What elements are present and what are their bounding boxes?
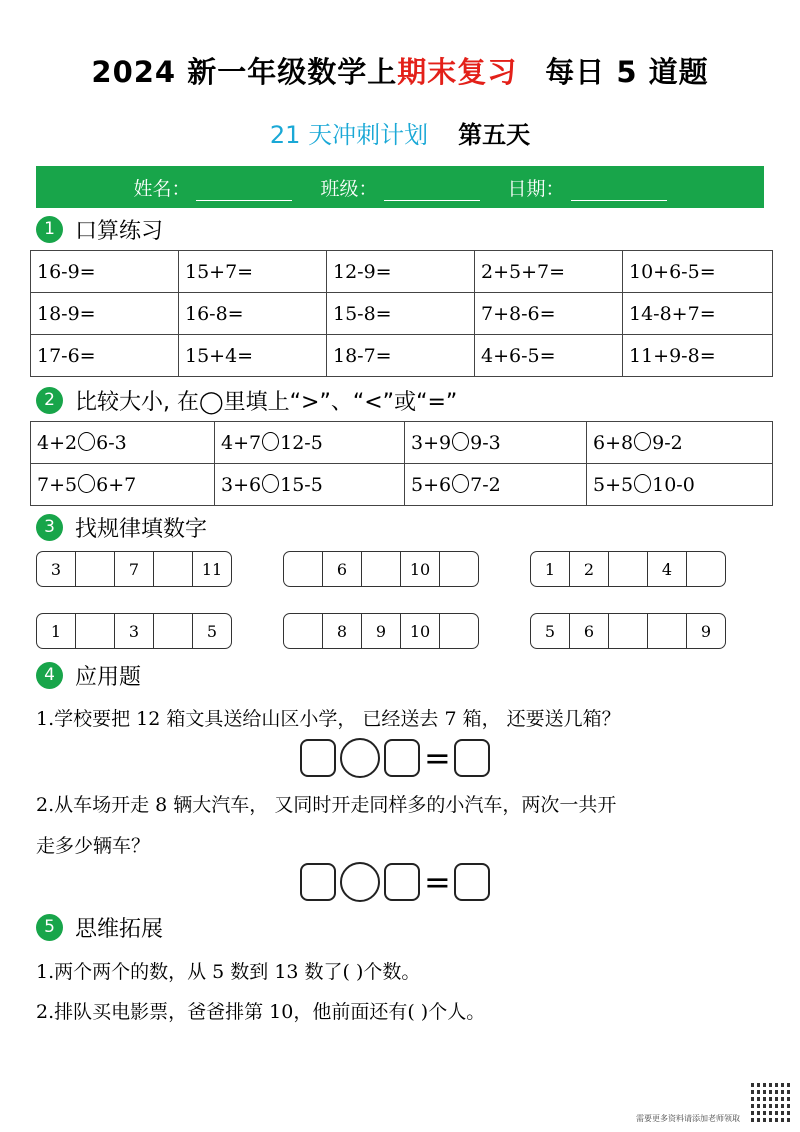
operator-circle[interactable]	[340, 862, 380, 902]
qr-code-image	[751, 1082, 791, 1122]
section-1-header	[36, 214, 163, 244]
equals-sign: =	[424, 863, 451, 901]
section-title: 思维拓展	[75, 916, 164, 942]
math-problem-cell: 10+6-5=	[623, 251, 773, 293]
pattern-blank-cell[interactable]	[609, 552, 648, 586]
math-problem-cell: 15+7=	[179, 251, 327, 293]
compare-circle[interactable]	[452, 432, 469, 451]
section-3-header	[36, 512, 207, 542]
compare-right: 6+7	[96, 473, 137, 496]
thinking-question-1: 1.两个两个的数，从 5 数到 13 数了( )个数。	[36, 961, 421, 983]
compare-right: 9-2	[652, 431, 683, 454]
math-problem-cell: 14-8+7=	[623, 293, 773, 335]
answer-box[interactable]	[384, 739, 420, 777]
operator-circle[interactable]	[340, 738, 380, 778]
answer-equation-1[interactable]	[300, 738, 490, 778]
page-title	[0, 50, 800, 91]
pattern-sequence	[283, 551, 479, 587]
compare-right: 9-3	[470, 431, 501, 454]
pattern-blank-cell[interactable]	[284, 614, 323, 648]
pattern-number-cell: 1	[531, 552, 570, 586]
section-4-header	[36, 660, 141, 690]
section-number-badge: 5	[36, 914, 63, 941]
math-problem-cell: 18-7=	[327, 335, 475, 377]
answer-equation-2[interactable]	[300, 862, 490, 902]
pattern-number-cell: 3	[115, 614, 154, 648]
compare-cell	[405, 464, 587, 506]
math-problem-cell: 17-6=	[31, 335, 179, 377]
day-label: 第五天	[458, 121, 531, 149]
word-problem-2-line-1: 2.从车场开走 8 辆大汽车， 又同时开走同样多的小汽车，两次一共开	[36, 794, 617, 816]
compare-circle[interactable]	[634, 432, 651, 451]
pattern-number-cell: 8	[323, 614, 362, 648]
thinking-question-2: 2.排队买电影票，爸爸排第 10，他前面还有( )个人。	[36, 1001, 486, 1023]
math-problem-cell: 16-8=	[179, 293, 327, 335]
pattern-blank-cell[interactable]	[154, 614, 193, 648]
equals-sign: =	[424, 739, 451, 777]
compare-circle[interactable]	[634, 474, 651, 493]
compare-right: 7-2	[470, 473, 501, 496]
mental-math-table	[30, 250, 773, 377]
compare-left: 4+7	[221, 431, 262, 454]
pattern-number-cell: 3	[37, 552, 76, 586]
compare-cell	[405, 422, 587, 464]
footer-note: 需要更多资料请添加老师领取	[636, 1114, 740, 1123]
answer-box[interactable]	[384, 863, 420, 901]
pattern-blank-cell[interactable]	[648, 614, 687, 648]
compare-circle[interactable]	[78, 474, 95, 493]
math-problem-cell: 18-9=	[31, 293, 179, 335]
math-problem-cell: 11+9-8=	[623, 335, 773, 377]
section-title: 口算练习	[75, 218, 164, 244]
pattern-sequence	[283, 613, 479, 649]
compare-circle[interactable]	[78, 432, 95, 451]
pattern-sequence	[36, 551, 232, 587]
compare-left: 4+2	[37, 431, 78, 454]
info-bar	[36, 166, 764, 208]
compare-right: 10-0	[652, 473, 695, 496]
word-problem-1: 1.学校要把 12 箱文具送给山区小学， 已经送去 7 箱， 还要送几箱？	[36, 708, 621, 730]
compare-left: 3+9	[411, 431, 452, 454]
answer-box[interactable]	[300, 863, 336, 901]
compare-cell	[587, 464, 773, 506]
pattern-sequence	[530, 551, 726, 587]
compare-left: 7+5	[37, 473, 78, 496]
section-number-badge: 1	[36, 216, 63, 243]
pattern-blank-cell[interactable]	[154, 552, 193, 586]
pattern-number-cell: 4	[648, 552, 687, 586]
table-row	[31, 335, 773, 377]
math-problem-cell: 16-9=	[31, 251, 179, 293]
word-problem-2-line-2: 走多少辆车？	[36, 835, 151, 857]
pattern-number-cell: 10	[401, 552, 440, 586]
pattern-number-cell: 1	[37, 614, 76, 648]
compare-cell	[215, 422, 405, 464]
pattern-number-cell: 10	[401, 614, 440, 648]
math-problem-cell: 15+4=	[179, 335, 327, 377]
section-title: 比较大小, 在◯里填上“>”、“<”或“=”	[75, 389, 458, 415]
math-problem-cell: 15-8=	[327, 293, 475, 335]
pattern-sequence	[530, 613, 726, 649]
compare-left: 5+6	[411, 473, 452, 496]
pattern-number-cell: 9	[362, 614, 401, 648]
compare-circle[interactable]	[262, 474, 279, 493]
table-row	[31, 293, 773, 335]
date-field[interactable]: 日期：	[508, 174, 667, 201]
pattern-number-cell: 7	[115, 552, 154, 586]
math-problem-cell: 7+8-6=	[475, 293, 623, 335]
pattern-blank-cell[interactable]	[440, 552, 478, 586]
pattern-number-cell: 5	[531, 614, 570, 648]
compare-cell	[31, 422, 215, 464]
compare-right: 12-5	[280, 431, 323, 454]
math-problem-cell: 4+6-5=	[475, 335, 623, 377]
title-prefix: 2024 新一年级数学上	[91, 55, 398, 89]
compare-cell	[215, 464, 405, 506]
pattern-sequence	[36, 613, 232, 649]
title-suffix: 每日 5 道题	[545, 55, 709, 89]
section-5-header	[36, 912, 163, 942]
compare-cell	[587, 422, 773, 464]
compare-circle[interactable]	[262, 432, 279, 451]
compare-right: 6-3	[96, 431, 127, 454]
answer-box[interactable]	[454, 739, 490, 777]
pattern-blank-cell[interactable]	[440, 614, 478, 648]
pattern-blank-cell[interactable]	[609, 614, 648, 648]
compare-table	[30, 421, 773, 506]
compare-right: 15-5	[280, 473, 323, 496]
page-subtitle	[0, 115, 800, 150]
math-problem-cell: 12-9=	[327, 251, 475, 293]
pattern-number-cell: 6	[323, 552, 362, 586]
class-field[interactable]: 班级：	[320, 174, 479, 201]
name-field[interactable]: 姓名：	[133, 174, 292, 201]
pattern-blank-cell[interactable]	[284, 552, 323, 586]
section-title: 应用题	[75, 664, 142, 690]
section-number-badge: 3	[36, 514, 63, 541]
pattern-blank-cell[interactable]	[362, 552, 401, 586]
answer-box[interactable]	[454, 863, 490, 901]
section-title: 找规律填数字	[75, 516, 208, 542]
compare-left: 3+6	[221, 473, 262, 496]
pattern-blank-cell[interactable]	[76, 552, 115, 586]
pattern-number-cell: 11	[201, 559, 223, 579]
table-row	[31, 422, 773, 464]
section-number-badge: 4	[36, 662, 63, 689]
section-number-badge: 2	[36, 387, 63, 414]
pattern-number-cell: 5	[206, 621, 218, 641]
pattern-number-cell: 2	[570, 552, 609, 586]
table-row	[31, 251, 773, 293]
pattern-blank-cell[interactable]	[687, 552, 725, 586]
pattern-number-cell: 6	[570, 614, 609, 648]
pattern-blank-cell[interactable]	[76, 614, 115, 648]
table-row	[31, 464, 773, 506]
compare-cell	[31, 464, 215, 506]
compare-circle[interactable]	[452, 474, 469, 493]
pattern-number-cell: 9	[700, 621, 712, 641]
math-problem-cell: 2+5+7=	[475, 251, 623, 293]
title-highlight: 期末复习	[397, 55, 518, 89]
section-2-header	[36, 385, 457, 415]
compare-left: 6+8	[593, 431, 634, 454]
plan-label: 21 天冲刺计划	[269, 121, 429, 149]
compare-left: 5+5	[593, 473, 634, 496]
answer-box[interactable]	[300, 739, 336, 777]
